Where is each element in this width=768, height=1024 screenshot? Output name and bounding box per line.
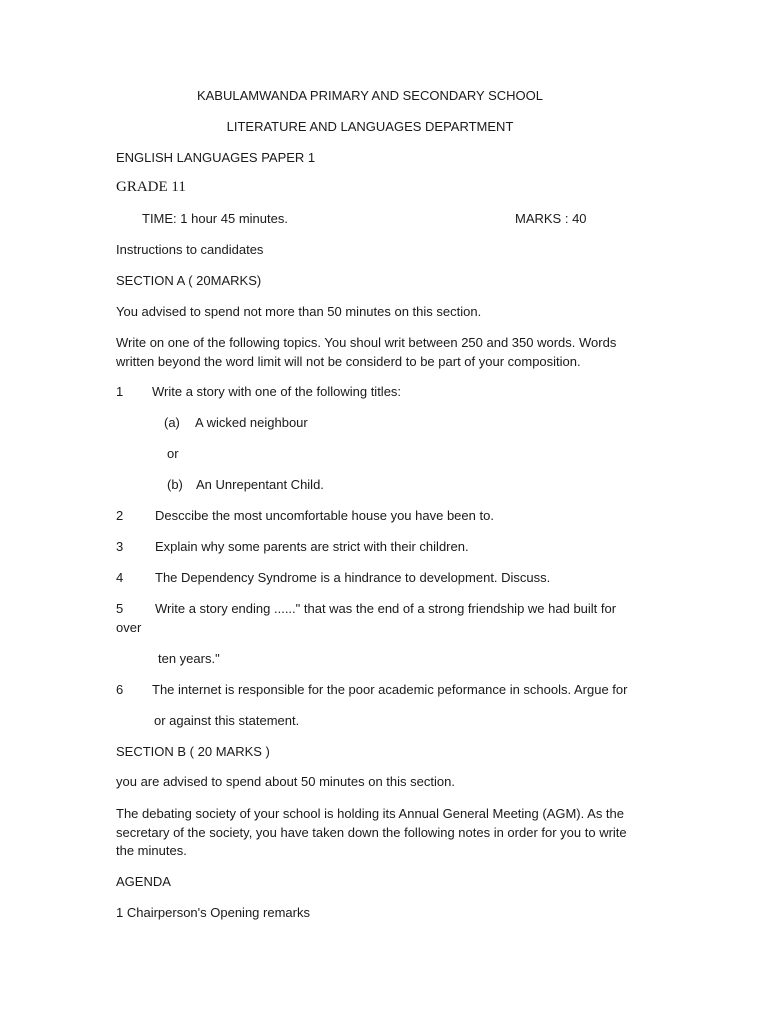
section-b-advice: you are advised to spend about 50 minutes on this section. (116, 774, 455, 789)
question-text: The internet is responsible for the poor academic peformance in schools. Argue for (152, 682, 628, 697)
section-b-para-line1: The debating society of your school is holding its Annual General Meeting (AGM). As the (116, 806, 624, 821)
question-4 (116, 569, 550, 586)
question-1b (167, 476, 324, 493)
question-1 (116, 383, 401, 400)
question-5-line2: over (116, 620, 142, 635)
instructions-heading: Instructions to candidates (116, 242, 264, 257)
question-text: The Dependency Syndrome is a hindrance to development. Discuss. (155, 570, 551, 585)
option-text: An Unrepentant Child. (196, 477, 324, 492)
question-text: Desccibe the most uncomfortable house you have been to. (155, 508, 494, 523)
agenda-item-1: 1 Chairperson's Opening remarks (116, 905, 310, 920)
question-text: Write a story ending ......" that was the end of a strong friendship we had built for (155, 601, 617, 616)
question-number: 1 (116, 384, 124, 399)
question-2 (116, 507, 494, 524)
question-number: 4 (116, 570, 124, 585)
question-text: Write a story with one of the following titles: (152, 384, 402, 399)
section-a-task-line2: written beyond the word limit will not be considerd to be part of your composition. (116, 354, 581, 369)
agenda-title: AGENDA (116, 874, 171, 889)
marks-label: MARKS : 40 (515, 211, 587, 226)
section-b-para-line3: the minutes. (116, 843, 187, 858)
option-label: (b) (167, 477, 183, 492)
question-5 (116, 600, 616, 617)
question-text: Explain why some parents are strict with their children. (155, 539, 469, 554)
school-name: KABULAMWANDA PRIMARY AND SECONDARY SCHOOL (196, 88, 544, 103)
paper-title: ENGLISH LANGUAGES PAPER 1 (116, 150, 316, 165)
question-1a (164, 414, 308, 431)
section-a-task-line1: Write on one of the following topics. You shoul writ between 250 and 350 words. Words (116, 335, 617, 350)
or-label: or (167, 446, 179, 461)
time-label: TIME: 1 hour 45 minutes. (142, 211, 288, 226)
option-text: A wicked neighbour (195, 415, 308, 430)
section-a-title: SECTION A ( 20MARKS) (116, 273, 262, 288)
question-number: 5 (116, 601, 124, 616)
question-number: 6 (116, 682, 124, 697)
question-3 (116, 538, 469, 555)
department-name: LITERATURE AND LANGUAGES DEPARTMENT (226, 119, 514, 134)
section-b-para-line2: secretary of the society, you have taken down the following notes in order for you to write (116, 825, 627, 840)
question-6-line2: or against this statement. (154, 713, 300, 728)
section-a-advice: You advised to spend not more than 50 minutes on this section. (116, 304, 482, 319)
option-label: (a) (164, 415, 180, 430)
question-6 (116, 681, 627, 698)
section-b-title: SECTION B ( 20 MARKS ) (116, 744, 270, 759)
grade-label: GRADE 11 (116, 179, 186, 195)
question-number: 2 (116, 508, 124, 523)
question-number: 3 (116, 539, 124, 554)
question-5-line3: ten years." (158, 651, 220, 666)
